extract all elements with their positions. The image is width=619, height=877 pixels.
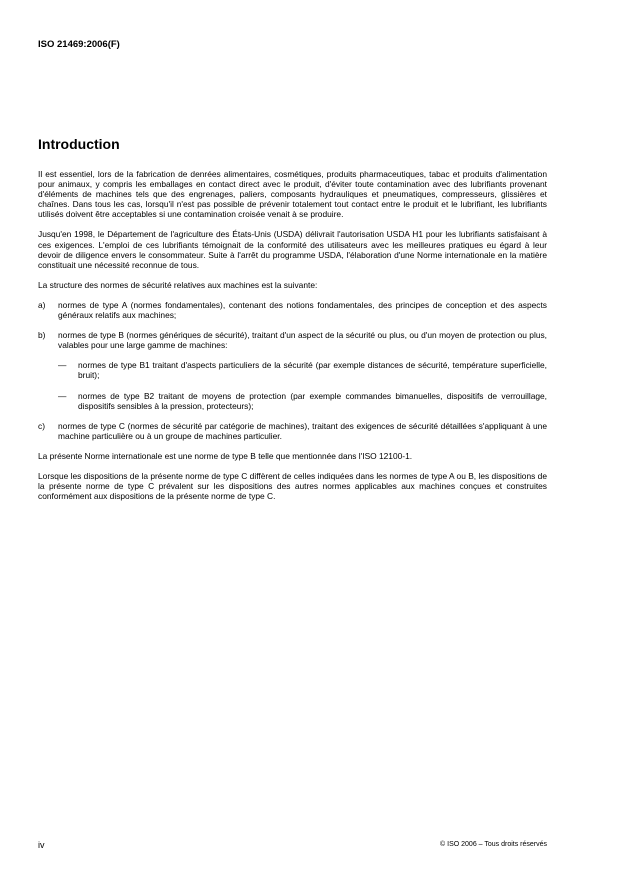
paragraph: Lorsque les dispositions de la présente norme de type C diffèrent de celles indiquées dans les normes de type A ou B, les dispositions de la présente norme de type C prévalent sur les dispositions des autres normes applicables aux machines conçues et construites conformément aux dispositions de la présente norme de type C.	[38, 470, 547, 502]
list-label: b)	[38, 330, 46, 341]
document-body	[38, 169, 547, 511]
copyright-notice: © ISO 2006 – Tous droits réservés	[440, 841, 547, 848]
list-text: normes de type A (normes fondamentales), contenant des notions fondamentales, des principes de conception et des aspects généraux relatifs aux machines;	[58, 299, 547, 321]
sub-list-item	[58, 391, 547, 411]
list-label: c)	[38, 420, 45, 431]
paragraph: La structure des normes de sécurité relatives aux machines est la suivante:	[38, 279, 318, 290]
dash-bullet: —	[58, 390, 67, 401]
paragraph: Il est essentiel, lors de la fabrication de denrées alimentaires, cosmétiques, produits pharmaceutiques, tabac et produits d'alimentation pour animaux, y compris les emballages en contact direct avec le produit, d'éviter toute contamination avec des lubrifiants provenant d'éléments de machines tels que des engrenages, paliers, composants hydrauliques et pneumatiques, compresseurs, glissières et chaînes. Dans tous les cas, lorsqu'il n'est pas possible de prévenir totalement tout contact entre le produit et le lubrifiant, les lubrifiants utilisés doivent être acceptables si une contamination croisée venait à se produire.	[38, 169, 547, 220]
sub-list-text: normes de type B1 traitant d'aspects particuliers de la sécurité (par exemple distances de sécurité, température superficielle, bruit);	[78, 360, 547, 381]
list-text: normes de type B (normes génériques de sécurité), traitant d'un aspect de la sécurité ou plus, ou d'un moyen de protection ou plus, valables pour une large gamme de machines:	[58, 330, 547, 351]
paragraph: Jusqu'en 1998, le Département de l'agriculture des États-Unis (USDA) délivrait l'autorisation USDA H1 pour les lubrifiants satisfaisant à ces exigences. L'emploi de ces lubrifiants témoignait de la conformité des utilisateurs avec les meilleures pratiques eu égard à leur devoir de diligence envers le consommateur. Suite à l'arrêt du programme USDA, l'élaboration d'une Norme internationale en la matière constituait une nécessité reconnue de tous.	[38, 229, 547, 270]
list-item	[38, 330, 547, 350]
document-id: ISO 21469:2006(F)	[38, 39, 120, 50]
list-item	[38, 300, 547, 320]
list-text: normes de type C (normes de sécurité par catégorie de machines), traitant des exigences de sécurité détaillées s'appliquant à une machine particulière ou à un groupe de machines particulier.	[58, 420, 547, 441]
sub-list-item	[58, 360, 547, 380]
dash-bullet: —	[58, 360, 67, 371]
list-label: a)	[38, 299, 46, 310]
list-item	[38, 421, 547, 441]
page-number: iv	[38, 840, 45, 850]
sub-list-text: normes de type B2 traitant de moyens de protection (par exemple commandes bimanuelles, dispositifs de verrouillage, dispositifs sensibles à la pression, protecteurs);	[78, 390, 547, 411]
paragraph: La présente Norme internationale est une norme de type B telle que mentionnée dans l'ISO 12100-1.	[38, 450, 413, 461]
section-title: Introduction	[38, 136, 120, 152]
